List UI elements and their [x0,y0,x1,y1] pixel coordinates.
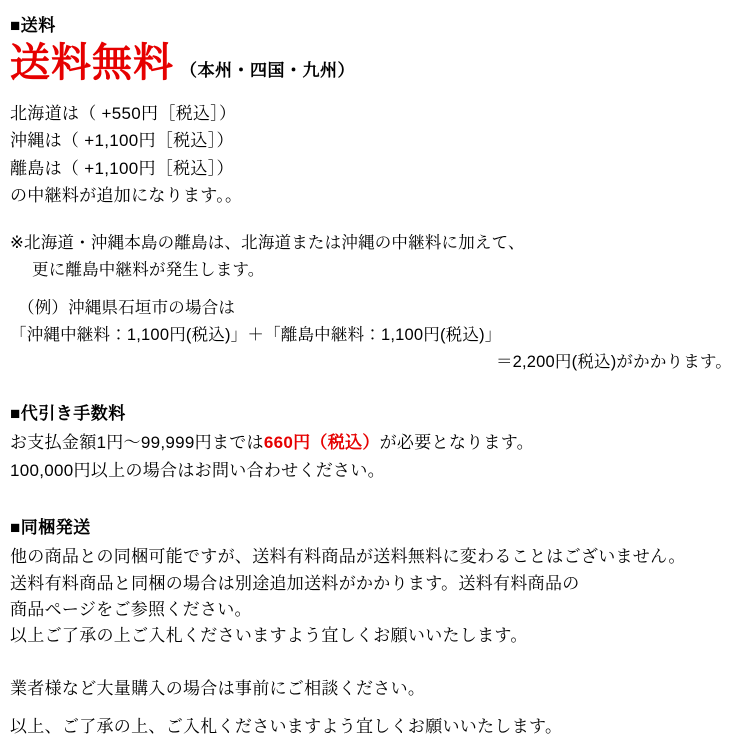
bundle-line: 以上ご了承の上ご入札くださいますよう宜しくお願いいたします。 [10,626,528,646]
cod-fee-line: 100,000円以上の場合はお問い合わせください。 [10,460,385,480]
shipping-fee-list [10,100,740,210]
bundle-line: 商品ページをご参照ください。 [10,599,252,619]
cod-fee-line [10,429,740,457]
island-note [10,230,740,283]
bundle-section [10,516,740,649]
shipping-fee-line: の中継料が追加になります。。 [10,186,243,206]
free-shipping-text: 送料無料 [10,40,174,85]
bundle-heading: ■同梱発送 [10,518,91,538]
island-example-line: （例）沖縄県石垣市の場合は [18,299,236,318]
cod-fee-amount: 660円（税込） [263,433,380,453]
cod-fee-suffix: が必要となります。 [379,433,534,453]
island-example-line: 「沖縄中継料：1,100円(税込)」＋「離島中継料：1,100円(税込)」 [10,326,502,345]
cod-fee-prefix: お支払金額1円～99,999円までは [10,433,264,453]
island-note-line: ※北海道・沖縄本島の離島は、北海道または沖縄の中継料に加えて、 [10,233,525,252]
island-example-total: ＝2,200円(税込)がかかります。 [495,352,732,371]
closing-line: 以上、ご了承の上、ご入札くださいますよう宜しくお願いいたします。 [10,716,563,736]
island-example [10,295,740,375]
bundle-line: 送料有料商品と同梱の場合は別途追加送料がかかります。送料有料商品の [10,573,580,593]
shipping-section [10,14,740,376]
spacer [10,283,740,295]
closing-section [10,676,740,741]
island-note-line: 更に離島中継料が発生します。 [32,260,265,279]
cod-fee-section [10,402,740,485]
free-shipping-headline [10,42,740,84]
spacer [10,490,740,516]
spacer [10,210,740,230]
shipping-fee-line: 北海道は（ +550円［税込］） [10,103,237,123]
shipping-fee-line: 沖縄は（ +1,100円［税込］） [10,131,234,151]
shipping-heading: ■送料 [10,16,56,35]
shipping-fee-line: 離島は（ +1,100円［税込］） [10,158,234,178]
closing-line: 業者様など大量購入の場合は事前にご相談ください。 [10,678,426,698]
spacer [10,656,740,676]
spacer [10,382,740,402]
free-shipping-regions: （本州・四国・九州） [180,60,355,80]
cod-fee-heading: ■代引き手数料 [10,403,126,423]
spacer [10,702,740,714]
bundle-line: 他の商品との同梱可能ですが、送料有料商品が送料無料に変わることはございません。 [10,547,686,567]
